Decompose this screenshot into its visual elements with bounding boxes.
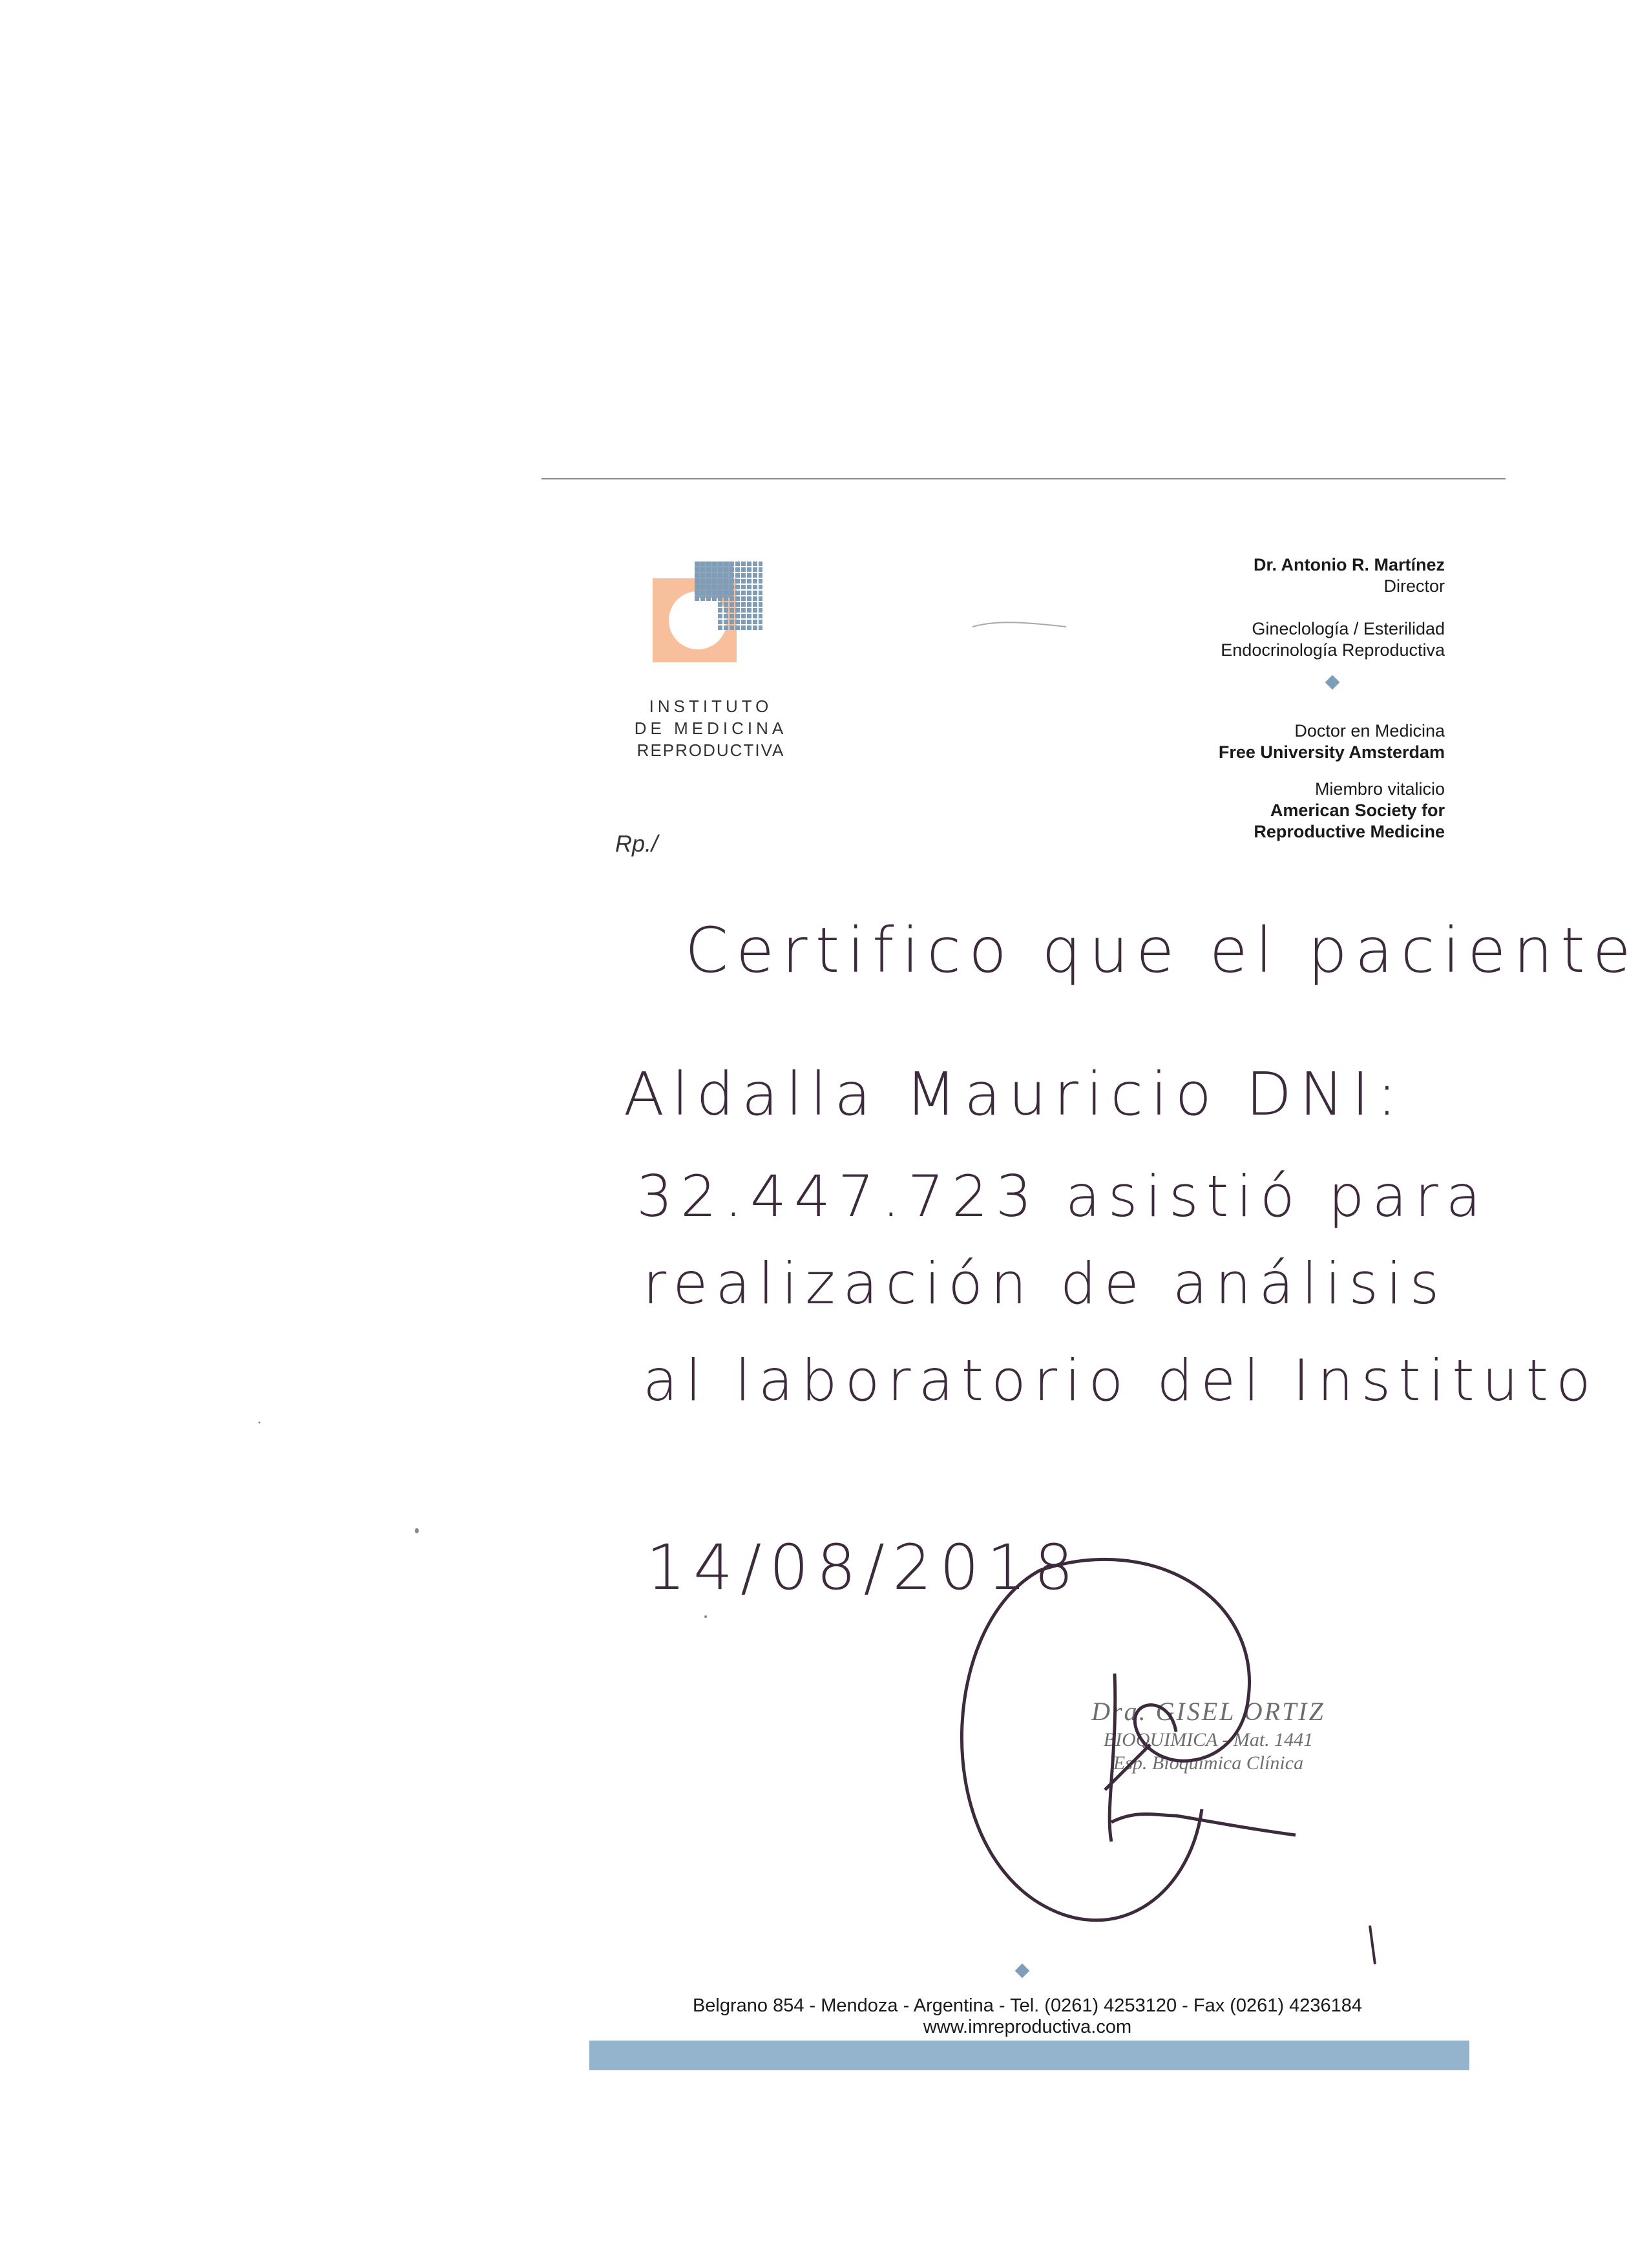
institute-name-line3: REPRODUCTIVA [636,740,785,760]
handwritten-line2: Aldalla Mauricio DNI: [624,1060,1405,1129]
rp-label: Rp./ [615,830,658,857]
doctor-name: Dr. Antonio R. Martínez [1254,555,1445,574]
scan-speck [258,1422,260,1423]
stamp-name: Dra. GISEL ORTIZ [1091,1697,1325,1726]
handwritten-line4: realización de análisis [643,1250,1447,1317]
scan-speck [704,1615,707,1618]
footer-color-bar [589,2041,1469,2070]
handwritten-line1: Certifico que el paciente [685,914,1639,987]
institute-name-line1: INSTITUTO [649,697,773,716]
specialty-line1: Gineclología / Esterilidad [1252,619,1445,638]
handwritten-date: 14/08/2018 [646,1531,1082,1604]
stamp-specialty: Esp. Bioquímica Clínica [1113,1752,1304,1774]
scan-speck [415,1528,419,1533]
top-divider-line [541,478,1506,479]
handwritten-line3: 32.447.723 asistió para [636,1163,1489,1230]
doctor-role: Director [1383,576,1445,596]
handwritten-line5: al laboratorio del Instituto [643,1347,1599,1414]
footer-address: Belgrano 854 - Mendoza - Argentina - Tel. (0261) 4253120 - Fax (0261) 4236184 [692,1995,1363,2016]
university: Free University Amsterdam [1218,742,1445,762]
scan-smudge [969,614,1073,633]
society-line2: Reproductive Medicine [1254,822,1445,841]
degree: Doctor en Medicina [1294,721,1445,740]
diamond-divider-icon [1325,675,1340,690]
footer-website: www.imreproductiva.com [923,2017,1132,2037]
stamp-title: BIOQUIMICA - Mat. 1441 [1103,1729,1314,1750]
institute-name-line2: DE MEDICINA [634,719,788,738]
institute-logo-icon [653,559,762,669]
specialty-line2: Endocrinología Reproductiva [1221,640,1445,660]
society-line1: American Society for [1270,801,1445,820]
membership: Miembro vitalicio [1314,779,1445,799]
signature-mark [943,1538,1383,1977]
